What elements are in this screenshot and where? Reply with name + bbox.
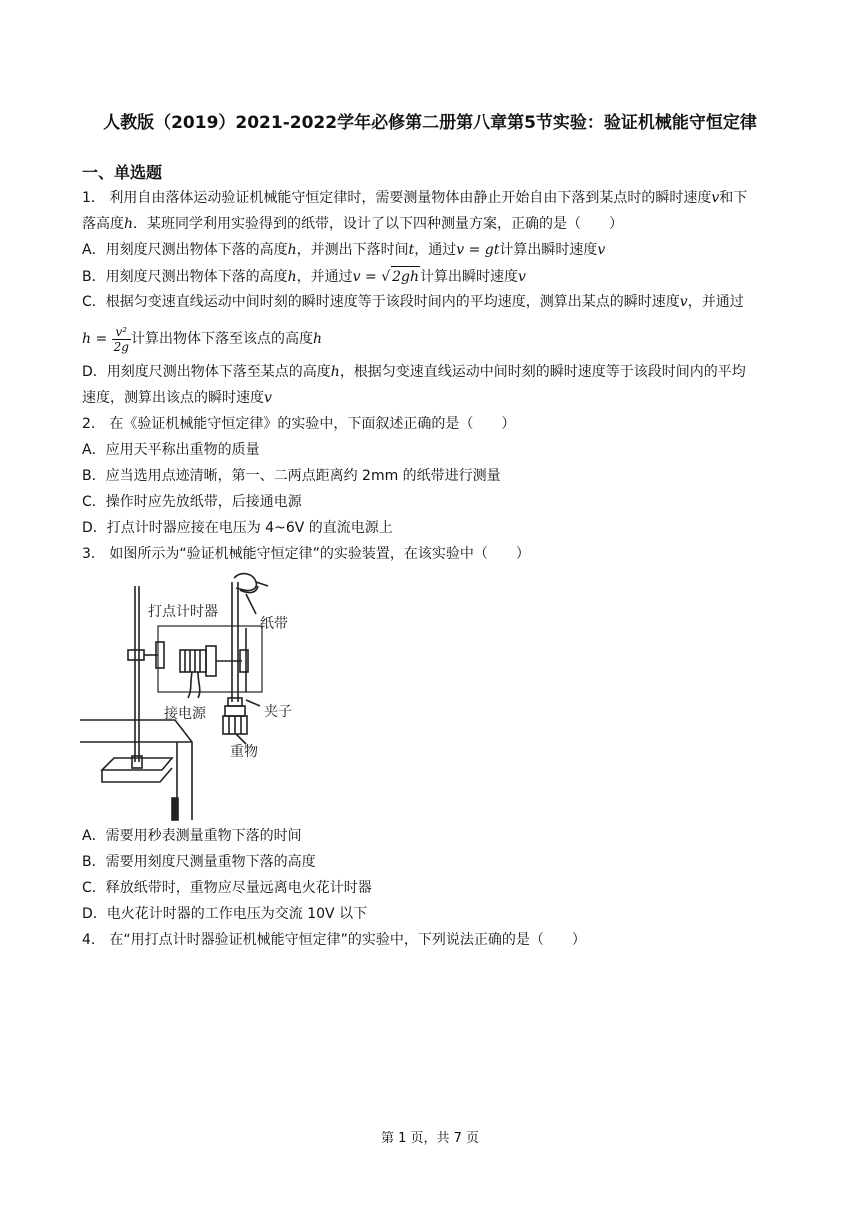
q1-stem-text-end: 和下 [719,190,748,206]
q1-formula-v-gt: v = gt [456,242,500,258]
q1-stem-line1 [82,188,747,208]
q1-option-b [82,266,526,287]
label-weight: 重物 [230,744,258,760]
q1-var-v: v [679,294,688,310]
q1-option-c-line1 [82,292,744,312]
fraction-denominator: 2g [113,339,129,354]
q1-formula-sqrt-2gh: 2gh [391,266,420,287]
page-footer: 第 1 页，共 7 页 [380,1131,480,1146]
q1-option-a [82,240,605,260]
q1-var-h: h [287,242,297,258]
q1-option-b-text: 计算出瞬时速度 [420,269,518,285]
q1-formula-v-eq: v = [352,269,382,285]
q1-var-v: v [518,269,526,285]
q3-option-c: C．释放纸带时，重物应尽量远离电火花计时器 [82,880,372,896]
q1-option-d-text: 速度，测算出该点的瞬时速度 [82,390,264,406]
q1-option-d-text: D．用刻度尺测出物体下落至某点的高度 [82,364,331,380]
q1-option-a-text: ，并测出下落时间 [296,242,409,258]
q1-fraction [112,325,131,354]
q3-option-b: B．需要用刻度尺测量重物下落的高度 [82,854,316,870]
q1-stem-text: 1． 利用自由落体运动验证机械能守恒定律时，需要测量物体由静止开始自由下落到某点时的瞬时速度 [82,190,712,206]
q1-option-c-text: 计算出物体下落至该点的高度 [130,331,313,347]
q1-var-t: t [408,242,415,258]
label-power: 接电源 [164,706,206,722]
apparatus-drawing [80,572,320,822]
q2-option-a: A．应用天平称出重物的质量 [82,442,260,458]
q1-option-c-text: ，并通过 [687,294,744,310]
q1-option-b-text: B．用刻度尺测出物体下落的高度 [82,269,288,285]
section-heading: 一、单选题 [82,163,163,182]
q2-option-b: B．应当选用点迹清晰，第一、二两点距离约 2mm 的纸带进行测量 [82,468,501,484]
q3-stem: 3． 如图所示为“验证机械能守恒定律”的实验装置，在该实验中（ ） [82,546,530,562]
q1-option-d-line1 [82,362,746,382]
q1-option-c-line2 [82,322,322,356]
q1-stem-text: 落高度 [82,216,124,232]
q1-var-v: v [264,390,272,406]
q2-stem: 2． 在《验证机械能守恒定律》的实验中，下面叙述正确的是（ ） [82,416,516,432]
label-clip: 夹子 [264,704,292,720]
q1-var-v: v [597,242,606,258]
q1-option-a-text: 计算出瞬时速度 [499,242,598,258]
q1-var-h: h [312,331,323,347]
q1-option-b-text: ，并通过 [296,269,353,285]
q1-var-h: h [124,216,134,232]
experiment-apparatus-figure [80,572,320,822]
q1-option-d-line2 [82,388,272,408]
q1-formula-h-eq: h = [82,331,108,347]
q2-option-d: D．打点计时器应接在电压为 4~6V 的直流电源上 [82,520,393,536]
q4-stem: 4． 在“用打点计时器验证机械能守恒定律”的实验中，下列说法正确的是（ ） [82,932,586,948]
q1-var-h: h [287,269,297,285]
q1-option-a-text: A．用刻度尺测出物体下落的高度 [82,242,288,258]
q1-stem-text-end: ．某班同学利用实验得到的纸带，设计了以下四种测量方案，正确的是（ ） [133,216,624,232]
q2-option-c: C．操作时应先放纸带，后接通电源 [82,494,302,510]
q1-var-h: h [330,364,340,380]
q3-option-a: A．需要用秒表测量重物下落的时间 [82,828,302,844]
q1-option-a-text: ，通过 [414,242,457,258]
q1-var-v: v [711,190,720,206]
q1-option-c-text: C．根据匀变速直线运动中间时刻的瞬时速度等于该段时间内的平均速度，测算出某点的瞬时速度 [82,294,680,310]
sqrt-sign: √ [381,269,391,285]
label-paper-tape: 纸带 [260,616,288,632]
page-title: 人教版（2019）2021-2022学年必修第二册第八章第5节实验：验证机械能守恒定律 [103,113,757,133]
fraction-numerator: v² [112,325,131,340]
q3-option-d: D．电火花计时器的工作电压为交流 10V 以下 [82,906,368,922]
label-timer: 打点计时器 [148,604,218,620]
q1-option-d-text: ，根据匀变速直线运动中间时刻的瞬时速度等于该段时间内的平均 [339,364,746,380]
q1-stem-line2 [82,214,623,234]
